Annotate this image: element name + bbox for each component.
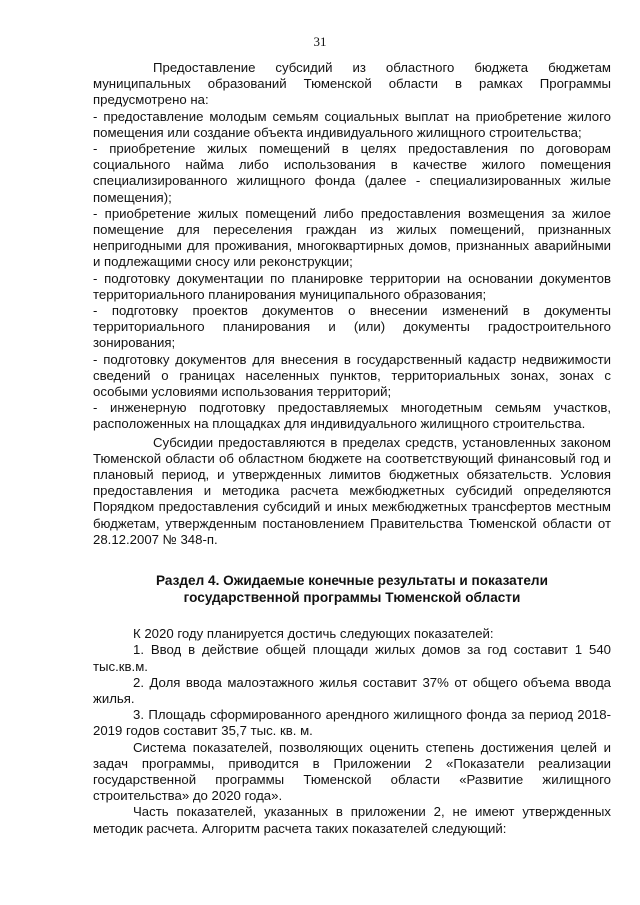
- paragraph-indicator-system: Система показателей, позволяющих оценить степень достижения целей и задач программы, приводится в Приложении 2 «Показатели реализации государственной программы Тюменской области «Развитие жилищного строительства» до 2020 года».: [93, 739, 611, 804]
- document-body: [93, 60, 611, 837]
- paragraph-subsidy-conditions: Субсидии предоставляются в пределах средств, установленных законом Тюменской области об областном бюджете на соответствующий финансовый год и плановый период, и утвержденных лимитов бюджетных обязательств. Условия предоставления и методика расчета межбюджетных субсидий определяются Порядком предоставления субсидий и иных межбюджетных трансфертов местным бюджетам, утвержденным постановлением Правительства Тюменской области от 28.12.2007 № 348-п.: [93, 434, 611, 547]
- section-heading-line1: Раздел 4. Ожидаемые конечные результаты и показатели: [156, 573, 548, 589]
- list-item-territorial-planning: - подготовку проектов документов о внесении изменений в документы территориального планирования и (или) документы градостроительного зонирования;: [93, 303, 611, 351]
- list-item-cadastre: - подготовку документов для внесения в государственный кадастр недвижимости сведений о границах населенных пунктов, территориальных зонах, зонах с особыми условиями использования территорий;: [93, 351, 611, 400]
- target-item-2: 2. Доля ввода малоэтажного жилья составит 37% от общего объема ввода жилья.: [93, 674, 611, 706]
- list-item-resettlement: - приобретение жилых помещений либо предоставления возмещения за жилое помещение для переселения граждан из жилых помещений, признанных непригодными для проживания, многоквартирных домов, признанных аварийными и подлежащими сносу или реконструкции;: [93, 205, 611, 270]
- page-number: 31: [313, 34, 327, 49]
- paragraph-targets-intro: К 2020 году планируется достичь следующих показателей:: [133, 626, 494, 642]
- list-item-young-families: - предоставление молодым семьям социальных выплат на приобретение жилого помещения или создание объекта индивидуального жилищного строительства;: [93, 108, 611, 140]
- paragraph-subsidies-intro: Предоставление субсидий из областного бюджета бюджетам муниципальных образований Тюменской области в рамках Программы предусмотрено на:: [93, 60, 611, 108]
- list-item-engineering-preparation: - инженерную подготовку предоставляемых многодетным семьям участков, расположенных на площадках для индивидуального жилищного строительства.: [93, 400, 611, 432]
- paragraph-calculation-methods: Часть показателей, указанных в приложении 2, не имеют утвержденных методик расчета. Алгоритм расчета таких показателей следующий:: [93, 804, 611, 836]
- list-item-social-housing: - приобретение жилых помещений в целях предоставления по договорам социального найма либо использования в качестве жилого помещения специализированного жилищного фонда (далее - специализированных жилые помещения);: [93, 141, 611, 205]
- section-heading-line2: государственной программы Тюменской области: [183, 590, 521, 606]
- list-item-planning-documentation: - подготовку документации по планировке территории на основании документов территориального планирования муниципального образования;: [93, 270, 611, 302]
- section-heading: [93, 572, 611, 606]
- target-item-3: 3. Площадь сформированного арендного жилищного фонда за период 2018-2019 годов составит 35,7 тыс. кв. м.: [93, 707, 611, 739]
- target-item-1: 1. Ввод в действие общей площади жилых домов за год составит 1 540 тыс.кв.м.: [93, 642, 611, 674]
